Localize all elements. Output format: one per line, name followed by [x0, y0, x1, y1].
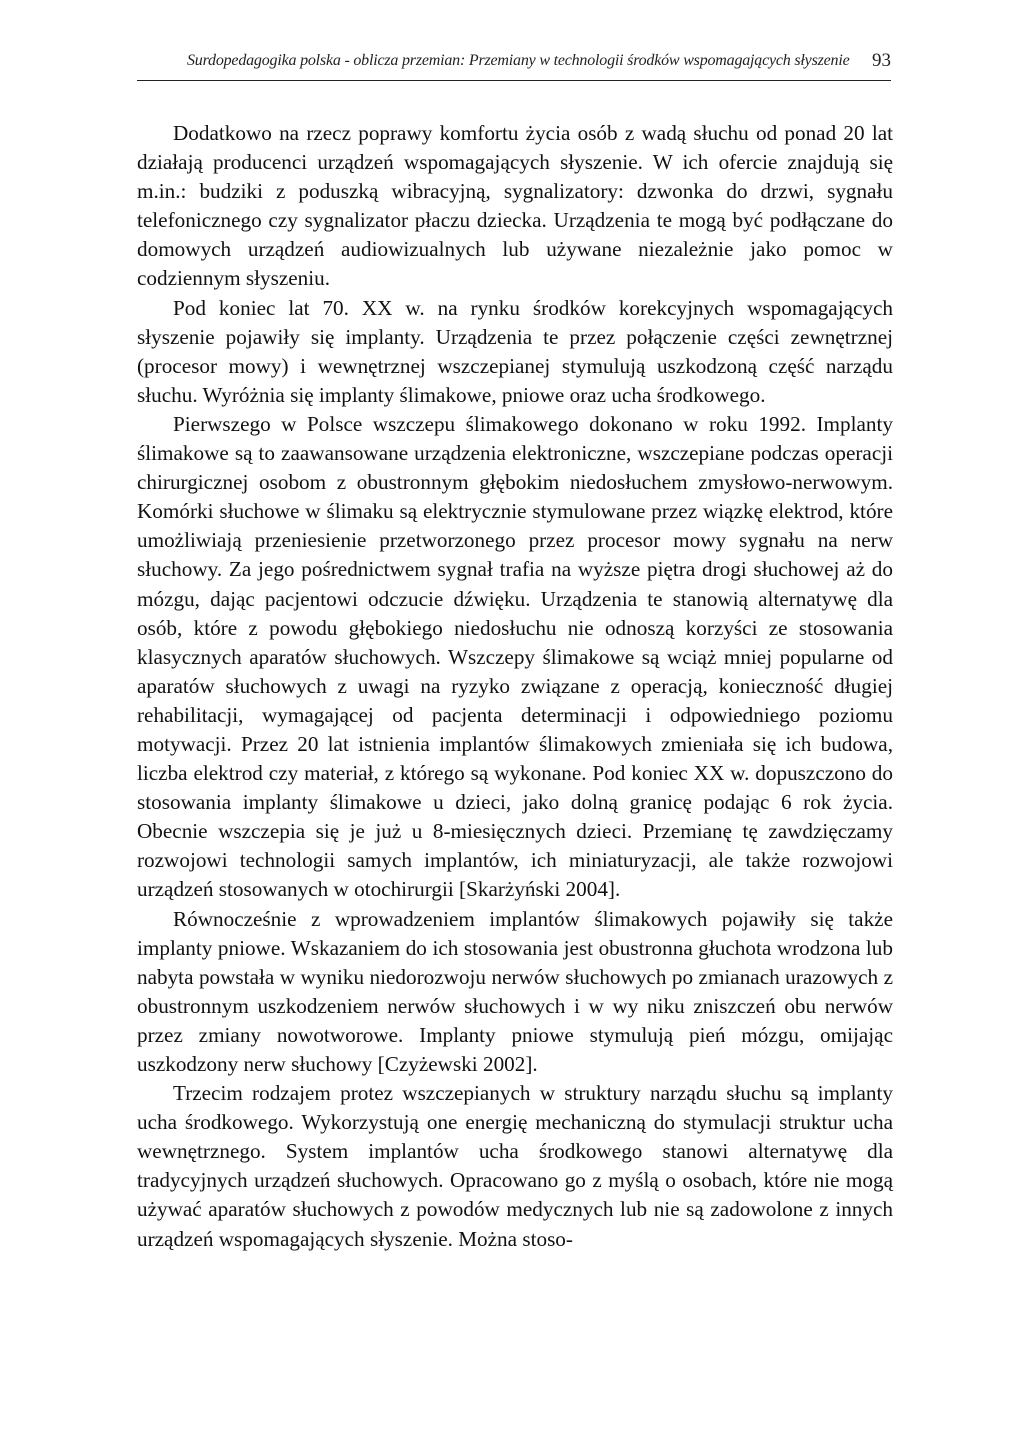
paragraph: Trzecim rodzajem protez wszczepianych w struktury narządu słuchu są implanty ucha środkowego. Wykorzystują one energię mechaniczną do stymulacji struktur ucha wewnętrznego. System implantów ucha środkowego stanowi alternatywę dla tradycyjnych urządzeń słuchowych. Opracowano go z myślą o osobach, które nie mogą używać aparatów słuchowych z powodów medycznych lub nie są zadowolone z innych urządzeń wspomagających słyszenie. Można stoso- — [137, 1081, 893, 1251]
paragraph: Pierwszego w Polsce wszczepu ślimakowego dokonano w roku 1992. Implanty ślimakowe są to zaawansowane urządzenia elektroniczne, wszczepiane podczas operacji chirurgicznej osobom z obustronnym głębokim niedosłuchem zmysłowo-nerwowym. Komórki słuchowe w ślimaku są elektrycznie stymulowane przez wiązkę elektrod, które umożliwiają przeniesienie przetworzonego przez procesor mowy sygnału na nerw słuchowy. Za jego pośrednictwem sygnał trafia na wyższe piętra drogi słuchowej aż do mózgu, dając pacjentowi odczucie dźwięku. Urządzenia te stanowią alternatywę dla osób, które z powodu głębokiego niedosłuchu nie odnoszą korzyści ze stosowania klasycznych aparatów słuchowych. Wszczepy ślimakowe są wciąż mniej popularne od aparatów słuchowych z uwagi na ryzyko związane z operacją, konieczność długiej rehabilitacji, wymagającej od pacjenta determinacji i odpowiedniego poziomu motywacji. Przez 20 lat istnienia implantów ślimakowych zmieniała się ich budowa, liczba elektrod czy materiał, z którego są wykonane. Pod koniec XX w. dopuszczono do stosowania implanty ślimakowe u dzieci, jako dolną granicę podając 6 rok życia. Obecnie wszczepia się je już u 8-miesięcznych dzieci. Przemianę tę zawdzięczamy rozwojowi technologii samych implantów, ich miniaturyzacji, ale także rozwojowi urządzeń stosowanych w otochirurgii [Skarżyński 2004]. — [137, 411, 893, 902]
running-header — [137, 50, 891, 81]
paragraph: Pod koniec lat 70. XX w. na rynku środków korekcyjnych wspomagających słyszenie pojawiły się implanty. Urządzenia te przez połączenie części zewnętrznej (procesor mowy) i wewnętrznej wszczepianej stymulują uszkodzoną część narządu słuchu. Wyróżnia się implanty ślimakowe, pniowe oraz ucha środkowego. — [137, 295, 893, 407]
page-number: 93 — [872, 50, 891, 71]
body-text — [137, 119, 893, 1254]
running-title: Surdopedagogika polska - oblicza przemian: Przemiany w technologii środków wspomagających słyszenie — [187, 52, 850, 69]
paragraph: Dodatkowo na rzecz poprawy komfortu życia osób z wadą słuchu od ponad 20 lat działają producenci urządzeń wspomagających słyszenie. W ich ofercie znajdują się m.in.: budziki z poduszką wibracyjną, sygnalizatory: dzwonka do drzwi, sygnału telefonicznego czy sygnalizator płaczu dziecka. Urządzenia te mogą być podłączane do domowych urządzeń audiowizualnych lub używane niezależnie jako pomoc w codziennym słyszeniu. — [137, 121, 893, 291]
paragraph: Równocześnie z wprowadzeniem implantów ślimakowych pojawiły się także implanty pniowe. Wskazaniem do ich stosowania jest obustronna głuchota wrodzona lub nabyta powstała w wyniku niedorozwoju nerwów słuchowych po zmianach urazowych z obustronnym uszkodzeniem nerwów słuchowych i w wy niku zniszczeń obu nerwów przez zmiany nowotworowe. Implanty pniowe stymulują pień mózgu, omijając uszkodzony nerw słuchowy [Czyżewski 2002]. — [137, 906, 893, 1076]
